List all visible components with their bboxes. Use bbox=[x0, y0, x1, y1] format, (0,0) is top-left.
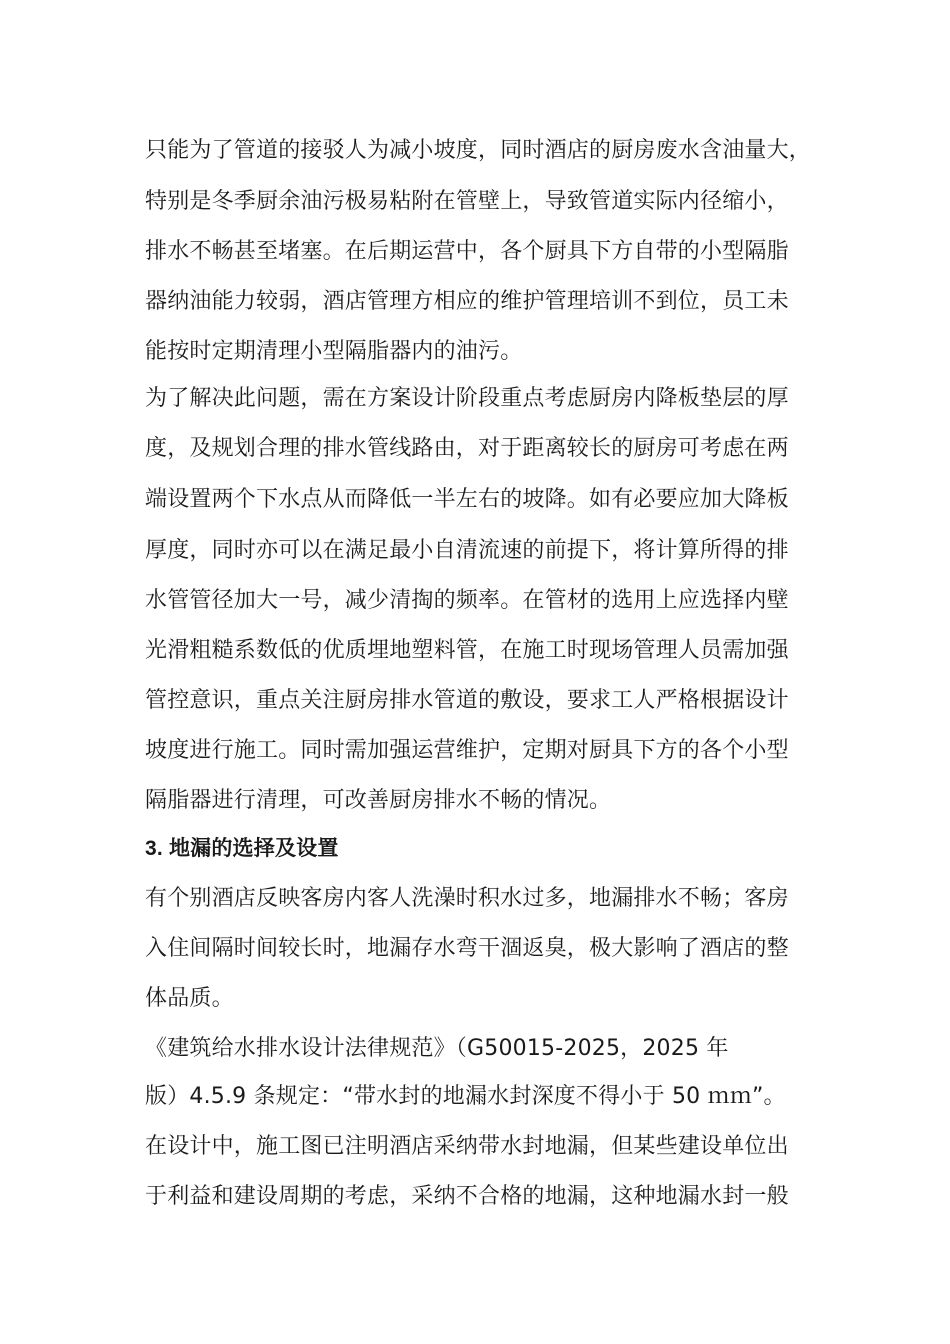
paragraph-line: 能按时定期清理小型隔脂器内的油污。 bbox=[145, 339, 523, 364]
paragraph-line: 只能为了管道的接驳人为减小坡度，同时酒店的厨房废水含油量大， bbox=[145, 138, 812, 163]
section-heading: 3. 地漏的选择及设置 bbox=[145, 837, 339, 860]
paragraph-line: 《建筑给水排水设计法律规范》（G50015-2025，2025 年 bbox=[145, 1036, 729, 1061]
paragraph-line: 端设置两个下水点从而降低一半左右的坡降。如有必要应加大降板 bbox=[145, 487, 789, 512]
paragraph-line: 有个别酒店反映客房内客人洗澡时积水过多，地漏排水不畅；客房 bbox=[145, 886, 789, 911]
paragraph-line: 光滑粗糙系数低的优质埋地塑料管，在施工时现场管理人员需加强 bbox=[145, 638, 789, 663]
paragraph-line: 版）4.5.9 条规定：“带水封的地漏水封深度不得小于 50 ｍｍ”。 bbox=[145, 1084, 786, 1109]
paragraph-line: 在设计中，施工图已注明酒店采纳带水封地漏，但某些建设单位出 bbox=[145, 1134, 789, 1159]
paragraph-line: 体品质。 bbox=[145, 986, 234, 1011]
paragraph-line: 器纳油能力较弱，酒店管理方相应的维护管理培训不到位，员工未 bbox=[145, 289, 789, 314]
paragraph-line: 水管管径加大一号，减少清掏的频率。在管材的选用上应选择内壁 bbox=[145, 588, 789, 613]
paragraph-line: 排水不畅甚至堵塞。在后期运营中，各个厨具下方自带的小型隔脂 bbox=[145, 239, 789, 264]
paragraph-line: 厚度，同时亦可以在满足最小自清流速的前提下，将计算所得的排 bbox=[145, 538, 789, 563]
paragraph-line: 隔脂器进行清理，可改善厨房排水不畅的情况。 bbox=[145, 788, 612, 813]
paragraph-line: 于利益和建设周期的考虑，采纳不合格的地漏，这种地漏水封一般 bbox=[145, 1184, 789, 1209]
paragraph-line: 度，及规划合理的排水管线路由，对于距离较长的厨房可考虑在两 bbox=[145, 436, 789, 461]
paragraph-line: 特别是冬季厨余油污极易粘附在管壁上，导致管道实际内径缩小， bbox=[145, 189, 789, 214]
paragraph-line: 为了解决此问题，需在方案设计阶段重点考虑厨房内降板垫层的厚 bbox=[145, 386, 789, 411]
paragraph-line: 管控意识，重点关注厨房排水管道的敷设，要求工人严格根据设计 bbox=[145, 688, 789, 713]
paragraph-line: 入住间隔时间较长时，地漏存水弯干涸返臭，极大影响了酒店的整 bbox=[145, 936, 789, 961]
paragraph-line: 坡度进行施工。同时需加强运营维护，定期对厨具下方的各个小型 bbox=[145, 738, 789, 763]
